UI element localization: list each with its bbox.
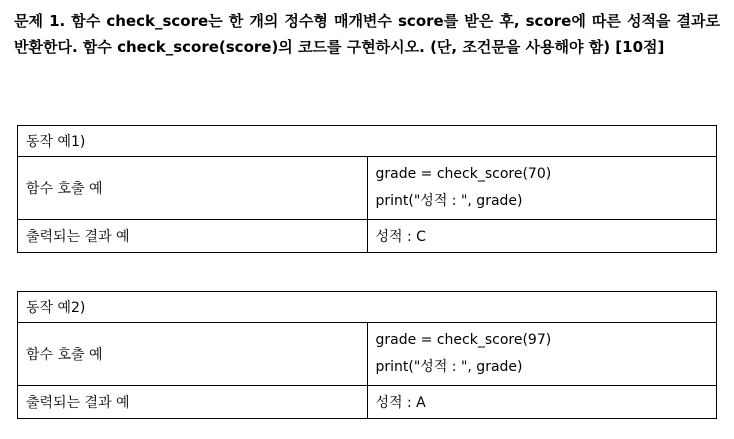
code-line: grade = check_score(70) [375,166,552,182]
call-code [367,323,717,386]
output-label: 출력되는 결과 예 [18,386,368,419]
call-label: 함수 호출 예 [18,323,368,386]
example-title: 동작 예1) [18,126,717,157]
output-label: 출력되는 결과 예 [18,220,368,253]
output-value: 성적 : A [367,386,717,419]
example-table-1 [17,125,717,253]
call-code [367,157,717,220]
output-value: 성적 : C [367,220,717,253]
problem-statement: 문제 1. 함수 check_score는 한 개의 정수형 매개변수 score를 받은 후, score에 따른 성적을 결과로 반환한다. 함수 check_score(score)의 코드를 구현하시오. (단, 조건문을 사용해야 함) [10점] [14,12,720,56]
code-line: print("성적 : ", grade) [375,193,523,209]
example-title: 동작 예2) [18,292,717,323]
code-line: print("성적 : ", grade) [375,359,523,375]
code-line: grade = check_score(97) [375,332,552,348]
example-table-2 [17,291,717,419]
call-label: 함수 호출 예 [18,157,368,220]
